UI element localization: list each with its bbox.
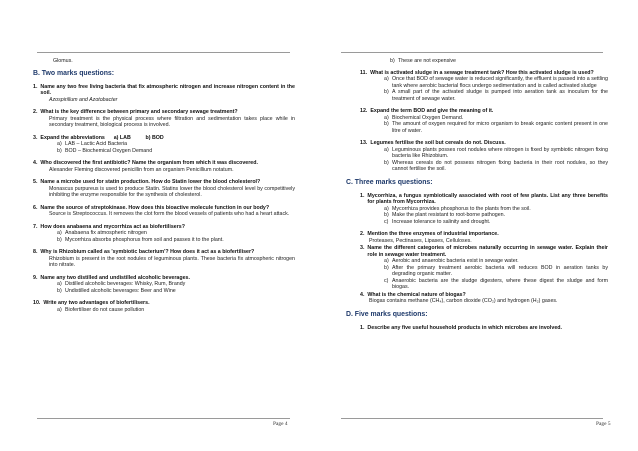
question-text: Name the source of streptokinase. How does this bioactive molecule function in our body? bbox=[40, 204, 270, 211]
item-label: a) bbox=[57, 141, 62, 147]
question-text: Name a microbe used for statin production. How do Statin lower the blood cholesterol? bbox=[40, 179, 261, 185]
section-heading-c: C. Three marks questions: bbox=[346, 178, 433, 186]
question-number: 2. bbox=[33, 109, 38, 115]
answer-item: a) Aerobic and anaerobic bacteria exist in sewage water. bbox=[384, 258, 519, 264]
question-text: Name the different categories of microbes naturally occurring in sewage water. Explain their role in sewage water treatment. bbox=[367, 245, 608, 258]
answer-text: Primary treatment is the physical process where filtration and sedimentation takes place while in secondary treatment, biological process is involved. bbox=[49, 115, 295, 128]
answer-item: a) Distilled alcoholic beverages: Whisky, Rum, Brandy bbox=[57, 281, 186, 287]
question-number: 13. bbox=[360, 140, 368, 146]
item-label: b) bbox=[390, 58, 395, 64]
footer-rule bbox=[341, 418, 603, 419]
answer-item: a) LAB – Lactic Acid Bacteria bbox=[57, 141, 128, 147]
question-text: Name any two distilled and undistilled alcoholic beverages. bbox=[40, 274, 190, 281]
item-label: a) bbox=[57, 281, 62, 287]
question-number: 3. bbox=[33, 134, 38, 141]
question-c2 bbox=[360, 231, 608, 244]
question-text: Mention the three enzymes of industrial importance. bbox=[367, 231, 499, 237]
answer-item: b) Undistilled alcoholic beverages: Beer and Wine bbox=[57, 287, 176, 294]
question-number: 2. bbox=[360, 231, 365, 237]
page-gutter bbox=[312, 0, 326, 451]
question-text: What is the key difference between primary and secondary sewage treatment? bbox=[40, 109, 238, 115]
item-label: b) bbox=[57, 287, 62, 294]
question-c3 bbox=[360, 245, 608, 291]
item-label: a) bbox=[384, 114, 389, 121]
item-label: b) bbox=[57, 236, 62, 243]
answer-item: a) Biofertiliser do not cause pollution bbox=[57, 306, 145, 313]
item-label: b) bbox=[57, 147, 62, 154]
item-label: a) bbox=[57, 306, 62, 313]
answer-text: Proteases, Pectinases, Lipases, Celluloses. bbox=[369, 237, 472, 244]
question-number: 1. bbox=[360, 192, 365, 199]
question-number: 5. bbox=[33, 179, 38, 185]
question-text: Expand the term BOD and give the meaning of it. bbox=[370, 108, 494, 114]
page-4-content bbox=[33, 58, 295, 319]
question-11 bbox=[360, 70, 608, 103]
continued-fragment: Glomus. bbox=[53, 58, 73, 64]
answer-item: b) Whereas cereals do not possess nitrogen fixing bacteria in their root nodules, so they cannot fertilise the soil. bbox=[384, 159, 608, 172]
question-d1 bbox=[360, 325, 608, 332]
answer-item: c) Anaerobic bacteria are the sludge digesters, where these digest the sludge and form biogas. bbox=[384, 277, 608, 290]
question-number: 7. bbox=[33, 223, 38, 230]
question-number: 4. bbox=[360, 291, 365, 298]
question-text: Describe any five useful household products in which microbes are involved. bbox=[367, 324, 562, 331]
question-number: 1. bbox=[33, 83, 38, 90]
question-number: 1. bbox=[360, 324, 365, 331]
page-5 bbox=[326, 0, 638, 451]
answer-text: Source is Streptococcus. It removes the clot form the blood vessels of patients who had a heart attack. bbox=[49, 211, 290, 217]
question-text: Write any two advantages of biofertilisers. bbox=[43, 300, 150, 306]
question-8 bbox=[33, 249, 295, 269]
question-number: 12. bbox=[360, 108, 368, 114]
answer-text: Rhizobium is present in the root nodules of leguminous plants. These bacteria fix atmospheric nitrogen into nitrate. bbox=[49, 255, 295, 268]
question-number: 4. bbox=[33, 160, 38, 166]
question-c1 bbox=[360, 193, 608, 226]
answer-item: b) After the primary treatment aerobic bacteria will reduces BOD in aeration tanks by degrading organic matter. bbox=[384, 264, 608, 277]
answer-item: b) Make the plant resistant to root-borne pathogen. bbox=[384, 212, 506, 218]
answer-text: Alexander Fleming discovered penicillin from an organism Penicillium notatum. bbox=[49, 166, 234, 173]
item-label: a) bbox=[384, 76, 389, 82]
answer-item: a) Mycorrhiza provides phosphorus to the plants from the soil. bbox=[384, 205, 531, 212]
answer-item: b) Mycorrhiza absorbs phosphorus from soil and passes it to the plant. bbox=[57, 236, 224, 243]
item-label: c) bbox=[384, 218, 389, 225]
item-label: c) bbox=[384, 277, 389, 284]
question-4 bbox=[33, 160, 295, 173]
answer-item: a) Leguminous plants posses root nodules where nitrogen is fixed by symbiotic nitrogen fixing bacteria like Rhizobium. bbox=[384, 146, 608, 159]
question-10 bbox=[33, 300, 295, 313]
header-rule bbox=[37, 52, 290, 53]
section-heading-d: D. Five marks questions: bbox=[346, 310, 428, 318]
question-text: Mycorrhiza, a fungus symbiotically associated with root of few plants. List any three benefits for plants from Mycorrhiza. bbox=[367, 192, 608, 205]
item-label: a) bbox=[57, 230, 62, 236]
question-1 bbox=[33, 84, 295, 104]
page-4 bbox=[0, 0, 312, 451]
section-heading-b: B. Two marks questions: bbox=[33, 69, 115, 77]
answer-item: b) A small part of the activated sludge is pumped into aeration tank as inoculum for the treatment of sewage water. bbox=[384, 89, 608, 102]
question-text: Name any two free living bacteria that fix atmospheric nitrogen and increase nitrogen content in the soil. bbox=[40, 83, 295, 96]
answer-text: Monascus purpureus is used to produce Statin. Statins lower the blood cholesterol level by competitively inhibiting the enzyme responsible for the synthesis of cholesterol. bbox=[49, 185, 295, 198]
question-3 bbox=[33, 135, 295, 155]
question-number: 6. bbox=[33, 204, 38, 211]
page-number: Page 5 bbox=[596, 421, 611, 427]
question-text: Expand the abbreviations a) LAB b) BOD bbox=[40, 134, 164, 141]
question-number: 9. bbox=[33, 274, 38, 281]
question-7 bbox=[33, 224, 295, 244]
question-number: 3. bbox=[360, 245, 365, 251]
answer-item: a) Once that BOD of sewage water is reduced significantly, the effluent is passed into a settling tank where aerobic bacterial flocs undergo sedimentation and is called activated sludge bbox=[384, 76, 608, 89]
question-text: What is the chemical nature of biogas? bbox=[367, 291, 466, 298]
question-5 bbox=[33, 179, 295, 199]
answer-item: b) The amount of oxygen required for micro organism to break organic content present in one litre of water. bbox=[384, 121, 608, 134]
question-text: Who discovered the first antibiotic? Name the organism from which it was discovered. bbox=[40, 160, 258, 166]
question-2 bbox=[33, 109, 295, 129]
question-number: 10. bbox=[33, 300, 41, 306]
answer-item: c) Increase tolerance to salinity and drought. bbox=[384, 218, 491, 225]
item-label: a) bbox=[384, 258, 389, 264]
question-12 bbox=[360, 108, 608, 134]
question-6 bbox=[33, 205, 295, 218]
page-5-content bbox=[346, 58, 608, 337]
item-label: b) bbox=[384, 121, 389, 127]
question-number: 8. bbox=[33, 249, 38, 255]
item-label: a) bbox=[384, 205, 389, 212]
question-text: Why is Rhizobium called as 'symbiotic bacterium'? How does it act as a biofertiliser? bbox=[40, 249, 255, 255]
answer-text: Biogas contains methane (CH₄), carbon dioxide (CO₂) and hydrogen (H₂) gases. bbox=[369, 298, 558, 304]
footer-rule bbox=[37, 418, 290, 419]
answer-item: a) Anabaena fix atmospheric nitrogen bbox=[57, 230, 147, 236]
question-c4 bbox=[360, 292, 608, 305]
item-label: b) bbox=[384, 159, 389, 166]
item-label: b) bbox=[384, 264, 389, 271]
answer-item: a) Biochemical Oxygen Demand. bbox=[384, 114, 464, 121]
question-text: Legumes fertilise the soil but cereals do not. Discuss. bbox=[370, 140, 506, 146]
question-9 bbox=[33, 275, 295, 295]
question-text: What is activated sludge in a sewage treatment tank? How this activated sludge is used? bbox=[370, 69, 594, 76]
question-number: 11. bbox=[360, 69, 368, 76]
header-rule bbox=[341, 52, 603, 53]
continued-item: b) These are not expensive bbox=[390, 58, 457, 64]
page-number: Page 4 bbox=[273, 421, 288, 427]
answer-text: Azospirillum and Azotobacter bbox=[49, 96, 118, 103]
item-label: a) bbox=[384, 146, 389, 153]
question-text: How does anabaena and mycorrhiza act as biofertilisers? bbox=[40, 223, 185, 230]
question-13 bbox=[360, 140, 608, 173]
answer-item: b) BOD – Biochemical Oxygen Demand bbox=[57, 147, 153, 154]
item-label: b) bbox=[384, 89, 389, 95]
item-label: b) bbox=[384, 212, 389, 218]
